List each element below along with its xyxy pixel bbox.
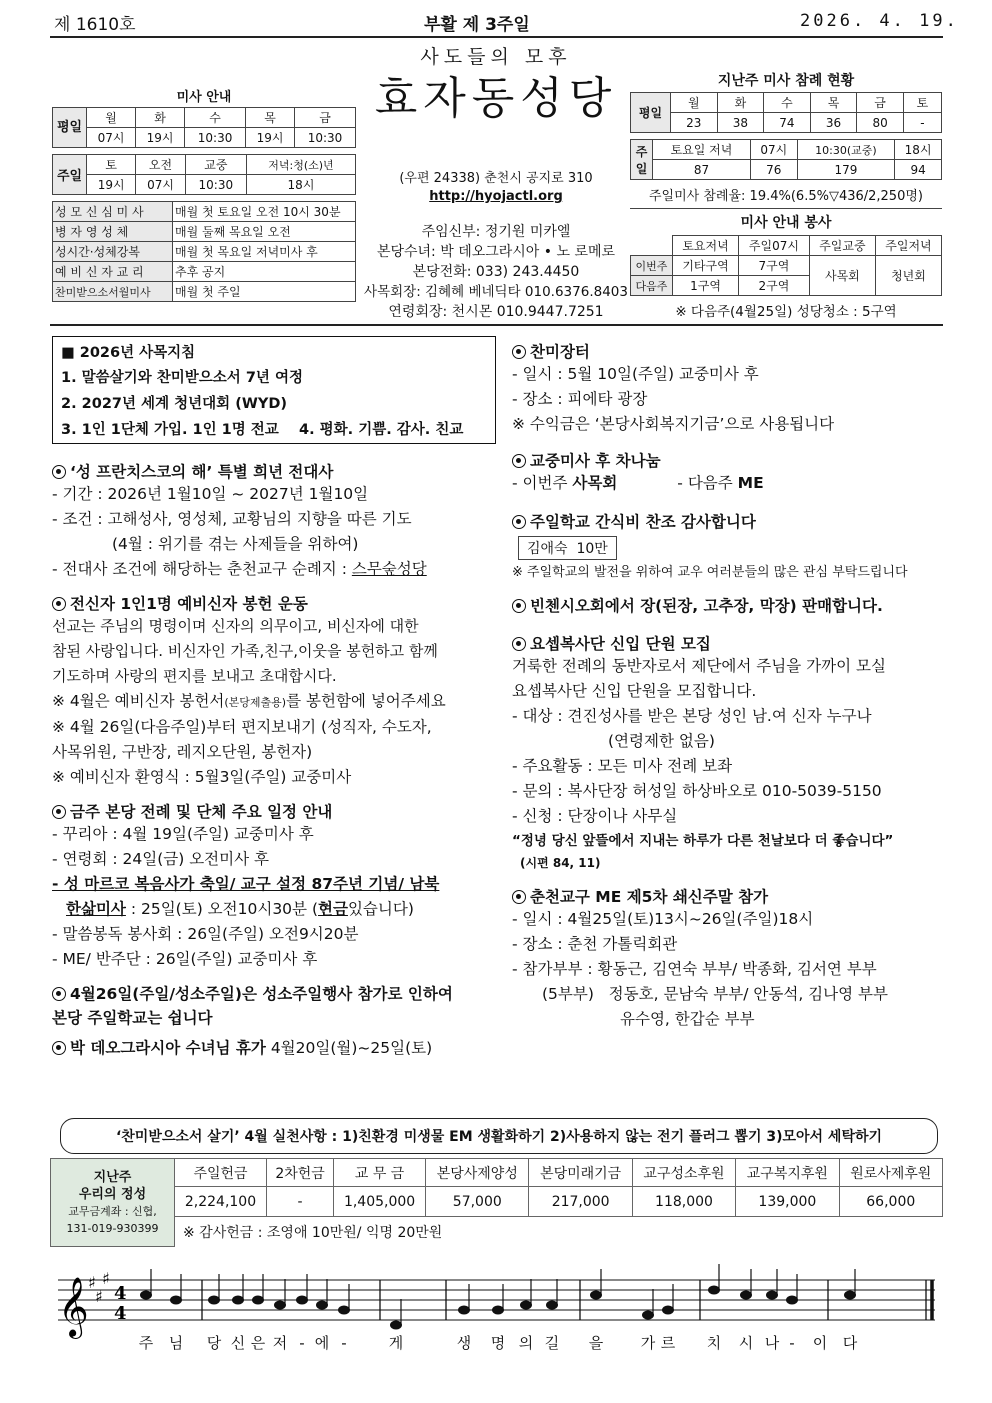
attendance-weekday-table [630,92,942,133]
pastoral-guideline [52,336,496,444]
offering-value: 1,405,000 [334,1187,426,1217]
note-head-icon [391,1321,402,1329]
att-sunday-head: 토요일 저녁 [653,140,751,160]
special-name: 예 비 신 자 교 리 [53,262,173,282]
note-head-icon [787,1296,798,1304]
lyric-syllable: 르 [660,1334,676,1352]
attendance-weekday-label: 평일 [631,93,671,133]
service-cell: 2구역 [739,276,810,296]
weekday-day: 화 [136,108,185,128]
special-name: 찬미받으소서월미사 [53,282,173,302]
text-line: - 신청 : 단장이나 사무실 [512,807,678,825]
practice-text: ‘찬미받으소서 살기’ 4월 실천사항 : 1)친환경 미생물 EM 생활화하기 2)사용하지 않는 전기 플러그 뽑기 3)모아서 세탁하기 [115,1129,883,1145]
circle-bullet-icon [52,987,66,1001]
att-day: 수 [764,93,811,113]
lyric-syllable: 나 [764,1334,780,1352]
special-when: 매월 첫 주일 [173,282,356,302]
lyrics [139,1334,858,1352]
service-head: 주일교중 [809,236,875,256]
weekday-mass-table [52,107,356,148]
lyric-syllable: - [789,1334,795,1352]
service-next-label: 다음주 [631,276,673,296]
lyric-syllable: 의 [518,1334,534,1352]
svg-text:4: 4 [114,1283,127,1304]
service-head: 주일07시 [739,236,810,256]
psalm-cite: (시편 84, 11) [520,856,601,870]
circle-bullet-icon [52,805,66,819]
pilgrimage-site: 스무숲성당 [351,560,427,578]
service-merged-4: 청년회 [875,256,941,296]
text-line: 사목위원, 구반장, 레지오단원, 봉헌자) [52,743,313,761]
att-sunday-head: 10:30(교중) [797,140,895,160]
donor-box: 김애숙 10만 [518,536,617,560]
text-line: - 일시 : 4월25일(토)13시~26일(주일)18시 [512,910,814,928]
lyric-syllable: 명 [490,1334,506,1352]
offering-value: 57,000 [426,1187,529,1217]
sunday-time: 07시 [136,175,185,195]
service-table [630,235,942,296]
special-when: 추후 공지 [173,262,356,282]
att-day: 월 [671,93,718,113]
att-sunday-count: 179 [797,160,895,180]
lyric-syllable: 시 [738,1334,754,1352]
text-line: 선교는 주님의 명령이며 신자의 의무이고, 비신자에 대한 [52,617,419,635]
lyric-syllable: 은 [250,1334,266,1352]
att-day: 토 [903,93,941,113]
special-when: 매월 첫 토요일 오전 10시 30분 [173,202,356,222]
special-mass-table [52,201,356,302]
offering-head: 교 무 금 [334,1159,426,1187]
weekday-label: 평일 [53,108,87,148]
mass-guide-title: 미사 안내 [176,90,232,105]
lyric-syllable: 에 [314,1334,330,1352]
offering-table [50,1158,943,1247]
text-line: - 전대사 조건에 해당하는 춘천교구 순례지 : 스무숲성당 [52,560,427,578]
offering-head: 본당미래기금 [529,1159,632,1187]
lyric-syllable: - [299,1334,305,1352]
text-line: - 대상 : 견진성사를 받은 본당 성인 남.여 신자 누구나 [512,707,872,725]
text-line: - 장소 : 춘천 가톨릭회관 [512,935,678,953]
guideline-item: 1. 말씀살기와 찬미받으소서 7년 여정 [61,370,303,386]
text-line: ※ 주일학교의 발전을 위하여 교우 여러분들의 많은 관심 부탁드립니다 [512,565,908,580]
offering-label: 지난주 우리의 정성 교무금계좌 : 신협, 131-019-930399 [51,1159,175,1247]
circle-bullet-icon [512,515,526,529]
service-merged-3: 사목회 [809,256,875,296]
note-head-icon [547,1301,558,1309]
section-title: ‘성 프란치스코의 해’ 특별 희년 전대사 [52,460,496,482]
offering-head: 주일헌금 [175,1159,267,1187]
circle-bullet-icon [52,465,66,479]
circle-bullet-icon [512,599,526,613]
attendance-title: 지난주 미사 참례 현황 [717,73,855,89]
att-count: 80 [857,113,904,133]
treble-clef-icon: 𝄞 [58,1277,89,1337]
circle-bullet-icon [512,345,526,359]
note-head-icon [591,1291,602,1299]
text-line: - 이번주 사목회 - 다음주 ME [512,474,764,492]
special-name: 성 모 신 심 미 사 [53,202,173,222]
section-title-cont: 본당 주일학교는 쉽니다 [52,1009,213,1027]
lyric-syllable: 이 [812,1334,828,1352]
note-head-icon [741,1291,752,1299]
section-title: 박 데오그라시아 수녀님 휴가 4월20일(월)~25일(토) [52,1036,496,1061]
sunday-mass-table [52,154,356,195]
parish-name: 효자동성당 [374,73,618,124]
lyric-syllable: 치 [706,1334,722,1352]
weekday-day: 월 [87,108,136,128]
offering-head: 원로사제후원 [839,1159,942,1187]
lyric-syllable: 가 [640,1334,656,1352]
weekday-day: 금 [295,108,356,128]
text-line: 요셉복사단 신입 단원을 모집합니다. [512,682,757,700]
att-day: 금 [857,93,904,113]
sunday-time: 19시 [87,175,136,195]
section-title: 빈첸시오회에서 장(된장, 고추장, 막장) 판매합니다. [512,594,942,616]
text-line: ※ 예비신자 환영식 : 5월3일(주일) 교중미사 [52,768,352,786]
attendance-block [630,70,942,320]
service-head: 토요저녁 [673,236,739,256]
issue-date: 2026. 4. 19. [800,11,959,31]
note-head-icon [317,1301,328,1309]
att-count: - [903,113,941,133]
offering-value: 66,000 [839,1187,942,1217]
att-count: 36 [810,113,857,133]
text-line: - 성 마르코 복음사가 축일/ 교구 설정 87주년 기념/ 남북 [52,875,440,893]
guideline-item: 2. 2027년 세계 청년대회 (WYD) [61,396,287,412]
special-name: 성시간·성체강복 [53,242,173,262]
note-head-icon [209,1296,220,1304]
special-when: 매월 첫 목요일 저녁미사 후 [173,242,356,262]
note-head-icon [297,1296,308,1304]
left-column [52,460,496,1061]
att-sunday-count: 94 [895,160,942,180]
text-line: - 주요활동 : 모든 미사 전례 보좌 [512,757,733,775]
staff-funeral: 연령회장: 천시몬 010.9447.7251 [388,304,604,320]
text-line: ※ 4월 26일(다음주일)부터 편지보내기 (성직자, 수도자, [52,718,432,736]
text-line: - 연령회 : 24일(금) 오전미사 후 [52,850,269,868]
circle-bullet-icon [512,637,526,651]
text-line: 유수영, 한갑순 부부 [620,1010,755,1028]
text-line: 참된 사랑입니다. 비신자인 가족,친구,이웃을 봉헌하고 함께 [52,642,438,660]
attendance-rate: 주일미사 참례율: 19.4%(6.5%▽436/2,250명) [649,189,923,204]
note-head-icon [459,1306,470,1314]
att-count: 23 [671,113,718,133]
special-when: 매월 둘째 목요일 오전 [173,222,356,242]
guideline-title: ■ 2026년 사목지침 [61,345,196,361]
music-staff [50,1262,943,1352]
att-day: 목 [810,93,857,113]
note-head-icon [663,1306,674,1314]
staff-pastor: 주임신부: 정기원 미카엘 [421,224,571,240]
text-line: - 참가부부 : 황동근, 김연숙 부부/ 박종화, 김서연 부부 [512,960,877,978]
text-line: ※ 4월은 예비신자 봉헌서(본당제출용)를 봉헌함에 넣어주세요 [52,692,446,710]
circle-bullet-icon [512,890,526,904]
text-line: (연령제한 없음) [608,732,715,750]
service-cell: 7구역 [739,256,810,276]
staff-council: 사목회장: 김혜혜 베네딕타 010.6376.8403 [364,284,628,300]
issue-number: 제 1610호 [54,15,136,35]
offering-head: 2차헌금 [267,1159,334,1187]
weekday-time: 10:30 [185,128,246,148]
note-head-icon [709,1286,720,1294]
text-line: (5부부) 정동호, 문남숙 부부/ 안동석, 김나영 부부 [542,985,888,1003]
service-this-label: 이번주 [631,256,673,276]
text-line: 거룩한 전례의 동반자로서 제단에서 주님을 가까이 모실 [512,657,886,675]
service-cell: 기타구역 [673,256,739,276]
lyric-syllable: 당 [206,1334,222,1352]
svg-text:4: 4 [114,1303,127,1324]
service-head: 주일저녁 [875,236,941,256]
parish-address: (우편 24338) 춘천시 공지로 310 [399,171,593,186]
weekday-day: 목 [246,108,295,128]
weekday-time: 19시 [246,128,295,148]
note-head-icon [141,1291,152,1299]
text-line: - 장소 : 피에타 광장 [512,390,648,408]
note-head-icon [171,1296,182,1304]
section-title: 4월26일(주일/성소주일)은 성소주일행사 참가로 인하여 [52,982,496,1006]
special-name: 병 자 영 성 체 [53,222,173,242]
time-signature-icon [114,1283,127,1324]
svg-text:♯: ♯ [88,1273,96,1292]
guideline-item: 3. 1인 1단체 가입. 1인 1명 전교 4. 평화. 기쁨. 감사. 친교 [61,422,464,438]
svg-text:♯: ♯ [102,1269,110,1288]
mass-guide [52,86,356,302]
offering-block [50,1158,943,1247]
parish-title-block [362,40,630,322]
service-cell: 1구역 [673,276,739,296]
note-head-icon [339,1306,350,1314]
section-title: 금주 본당 전례 및 단체 주요 일정 안내 [52,800,496,822]
text-line: - 일시 : 5월 10일(주일) 교중미사 후 [512,365,759,383]
staff-sisters: 본당수녀: 박 데오그라시아 • 노 로메로 [376,244,616,260]
note-head-icon [845,1291,856,1299]
attendance-sunday-table [630,139,942,180]
note-head-icon [253,1296,264,1304]
text-line: ※ 수익금은 ‘본당사회복지기금’으로 사용됩니다 [512,415,835,433]
parish-subtitle: 사도들의 모후 [420,46,572,68]
psalm-quote: “정녕 당신 앞뜰에서 지내는 하루가 다른 천날보다 더 좋습니다” [512,833,894,849]
att-count: 74 [764,113,811,133]
offering-head: 본당사제양성 [426,1159,529,1187]
offering-value: 2,224,100 [175,1187,267,1217]
offering-value: 118,000 [632,1187,735,1217]
sunday-head: 오전 [136,155,185,175]
lyric-syllable: 게 [388,1334,404,1352]
text-line: - 문의 : 복사단장 허성일 하상바오로 010-5039-5150 [512,782,882,800]
note-head-icon [521,1301,532,1309]
section-title: 찬미장터 [512,340,942,362]
section-title: 요셉복사단 신입 단원 모집 [512,632,942,654]
lyric-syllable: 님 [168,1334,184,1352]
text-line: - 꾸리아 : 4월 19일(주일) 교중미사 후 [52,825,314,843]
circle-bullet-icon [52,1041,66,1055]
lyric-syllable: 저 [272,1334,288,1352]
text-line: - ME/ 반주단 : 26일(주일) 교중미사 후 [52,950,318,968]
sunday-head: 저녁:청(소)년 [246,155,355,175]
sunday-head: 토 [87,155,136,175]
offering-thanks: ※ 감사헌금 : 조영애 10만원/ 익명 20만원 [183,1224,443,1241]
note-head-icon [493,1306,504,1314]
note-head-icon [643,1311,654,1319]
cleaning-notice: ※ 다음주(4월25일) 성당청소 : 5구역 [675,304,897,320]
offering-head: 교구성소후원 [632,1159,735,1187]
lyric-syllable: 길 [544,1334,560,1352]
weekday-day: 수 [185,108,246,128]
att-sunday-count: 87 [653,160,751,180]
note-head-icon [233,1296,244,1304]
parish-url[interactable]: http://hyojactl.org [429,189,563,204]
service-title: 미사 안내 봉사 [740,215,832,231]
right-column [512,340,942,1032]
sunday-head: 교중 [185,155,246,175]
notes [141,1264,856,1329]
section-title: 주일학교 간식비 찬조 감사합니다 [512,510,942,532]
offering-value: 139,000 [736,1187,839,1217]
text-line: 한삶미사 : 25일(토) 오전10시30분 (현금있습니다) [66,900,414,918]
lyric-syllable: 주 [138,1334,154,1352]
text-line: - 조건 : 고해성사, 영성체, 교황님의 지향을 따른 기도 [52,510,412,528]
lyric-syllable: 신 [230,1334,246,1352]
weekday-time: 07시 [87,128,136,148]
staff-phone: 본당전화: 033) 243.4450 [412,264,580,280]
offering-head: 교구복지후원 [736,1159,839,1187]
svg-text:♯: ♯ [95,1287,103,1306]
att-sunday-count: 76 [750,160,797,180]
section-title: 춘천교구 ME 제5차 쇄신주말 참가 [512,885,942,907]
text-line: (4월 : 위기를 겪는 사제들을 위하여) [112,535,359,553]
offering-value: 217,000 [529,1187,632,1217]
sunday-time: 18시 [246,175,355,195]
section-title: 전신자 1인1명 예비신자 봉헌 운동 [52,592,496,614]
att-count: 38 [717,113,764,133]
sunday-time: 10:30 [185,175,246,195]
weekday-time: 10:30 [295,128,356,148]
circle-bullet-icon [512,454,526,468]
weekday-time: 19시 [136,128,185,148]
lyric-syllable: 을 [588,1334,604,1352]
text-line: - 기간 : 2026년 1월10일 ~ 2027년 1월10일 [52,485,369,503]
att-sunday-head: 18시 [895,140,942,160]
attendance-sunday-label: 주일 [631,140,653,180]
offering-value: - [267,1187,334,1217]
practice-banner [60,1118,938,1154]
lyric-syllable: 다 [842,1334,858,1352]
att-sunday-head: 07시 [750,140,797,160]
section-title: 교중미사 후 차나눔 [512,449,942,471]
sunday-label: 주일 [53,155,87,195]
lyric-syllable: - [341,1334,347,1352]
text-line: 기도하며 사랑의 편지를 보내고 초대합시다. [52,667,337,685]
lyric-syllable: 생 [456,1334,472,1352]
note-head-icon [275,1301,286,1309]
note-head-icon [767,1291,778,1299]
circle-bullet-icon [52,597,66,611]
text-line: - 말씀봉독 봉사회 : 26일(주일) 오전9시20분 [52,925,359,943]
liturgical-week: 부활 제 3주일 [424,15,530,35]
att-day: 화 [717,93,764,113]
